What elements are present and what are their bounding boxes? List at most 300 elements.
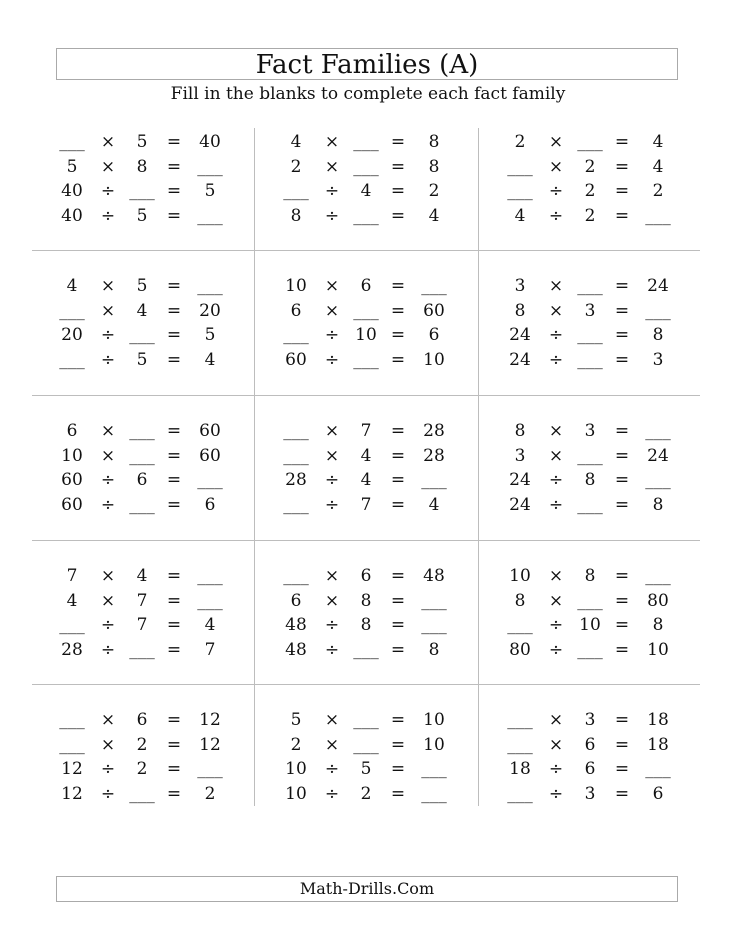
operand-a: 24 [509,494,531,515]
operator: × [548,421,564,441]
answer-blank[interactable]: ___ [59,300,85,321]
operand-a: 4 [66,590,78,611]
result: 12 [199,710,221,730]
equation-line [480,733,702,757]
operand-b: 10 [355,325,377,345]
operand-b: 8 [136,156,148,177]
operator: × [100,132,116,152]
equals-sign: = [390,445,406,466]
equals-sign: = [614,783,630,804]
equals-sign: = [614,421,630,441]
equation-line [480,155,702,179]
operand-b: 7 [136,615,148,635]
equation-line [32,274,254,298]
answer-blank[interactable]: ___ [129,421,155,441]
answer-blank[interactable]: ___ [421,759,447,779]
equation-line [480,589,702,613]
operand-b: 3 [584,710,596,730]
answer-blank[interactable]: ___ [507,156,533,177]
operator: × [100,445,116,466]
operand-b: 5 [136,276,148,296]
result: 28 [423,445,445,466]
answer-blank[interactable]: ___ [197,759,223,779]
equals-sign: = [166,783,182,804]
equation-line [32,733,254,757]
fact-family-grid [32,128,700,806]
operator: × [324,445,340,466]
operand-a: 60 [61,494,83,515]
operand-b: 4 [360,181,372,201]
result: 2 [204,783,216,804]
operand-a: 48 [285,639,307,660]
answer-blank[interactable]: ___ [283,494,309,515]
equation-line [32,638,254,662]
equation-line [256,638,478,662]
answer-blank[interactable]: ___ [197,470,223,490]
operand-b: 5 [136,349,148,370]
fact-family-problem [32,564,254,708]
equation-line [32,782,254,806]
equals-sign: = [614,300,630,321]
equation-line [32,323,254,347]
operator: × [548,710,564,730]
answer-blank[interactable]: ___ [129,181,155,201]
result: 4 [652,156,664,177]
answer-blank[interactable]: ___ [283,181,309,201]
equation-line [256,782,478,806]
answer-blank[interactable]: ___ [353,734,379,755]
equation-line [480,204,702,228]
operand-b: 8 [360,590,372,611]
answer-blank[interactable]: ___ [59,132,85,152]
fact-family-problem [256,708,478,852]
operator: ÷ [324,205,340,226]
equals-sign: = [166,494,182,515]
operand-b: 3 [584,300,596,321]
answer-blank[interactable]: ___ [197,566,223,586]
answer-blank[interactable]: ___ [353,710,379,730]
operand-b: 2 [136,734,148,755]
equals-sign: = [390,639,406,660]
operand-b: 6 [360,276,372,296]
equation-line [32,757,254,781]
operator: ÷ [100,349,116,370]
equation-line [32,204,254,228]
answer-blank[interactable]: ___ [577,639,603,660]
operand-a: 28 [61,639,83,660]
operand-a: 60 [61,470,83,490]
equals-sign: = [166,276,182,296]
operator: ÷ [548,639,564,660]
fact-family-problem [32,130,254,274]
equation-line [256,757,478,781]
equals-sign: = [614,615,630,635]
equation-line [480,708,702,732]
equation-line [256,444,478,468]
answer-blank[interactable]: ___ [507,181,533,201]
equation-line [256,468,478,492]
operand-a: 8 [514,300,526,321]
answer-blank[interactable]: ___ [59,710,85,730]
equals-sign: = [166,205,182,226]
result: 60 [423,300,445,321]
answer-blank[interactable]: ___ [507,615,533,635]
operand-a: 4 [290,132,302,152]
operator: × [100,276,116,296]
equation-line [32,468,254,492]
equals-sign: = [390,783,406,804]
operator: × [324,710,340,730]
answer-blank[interactable]: ___ [59,734,85,755]
answer-blank[interactable]: ___ [353,300,379,321]
result: 40 [199,132,221,152]
operator: × [548,734,564,755]
answer-blank[interactable]: ___ [577,590,603,611]
equals-sign: = [166,300,182,321]
answer-blank[interactable]: ___ [129,783,155,804]
equals-sign: = [614,734,630,755]
fact-family-problem [256,274,478,418]
operand-a: 5 [290,710,302,730]
fact-family-problem [480,130,702,274]
operand-a: 5 [66,156,78,177]
fact-family-problem [480,419,702,563]
equals-sign: = [390,710,406,730]
operand-a: 10 [285,783,307,804]
answer-blank[interactable]: ___ [421,590,447,611]
answer-blank[interactable]: ___ [645,470,671,490]
answer-blank[interactable]: ___ [353,156,379,177]
operator: × [100,156,116,177]
answer-blank[interactable]: ___ [421,470,447,490]
equation-line [480,444,702,468]
equals-sign: = [614,639,630,660]
result: 5 [204,181,216,201]
answer-blank[interactable]: ___ [283,566,309,586]
equals-sign: = [166,590,182,611]
fact-family-problem [256,564,478,708]
equation-line [480,468,702,492]
equation-line [480,638,702,662]
answer-blank[interactable]: ___ [577,349,603,370]
operator: × [100,590,116,611]
operand-a: 24 [509,349,531,370]
operator: × [100,710,116,730]
operator: ÷ [548,205,564,226]
operand-b: 4 [136,566,148,586]
equation-line [480,274,702,298]
answer-blank[interactable]: ___ [129,639,155,660]
answer-blank[interactable]: ___ [507,783,533,804]
operator: ÷ [100,759,116,779]
equation-line [256,589,478,613]
answer-blank[interactable]: ___ [283,421,309,441]
answer-blank[interactable]: ___ [421,615,447,635]
result: 20 [199,300,221,321]
operator: × [100,734,116,755]
equation-line [32,348,254,372]
equals-sign: = [614,445,630,466]
answer-blank[interactable]: ___ [197,156,223,177]
answer-blank[interactable]: ___ [421,276,447,296]
answer-blank[interactable]: ___ [197,276,223,296]
answer-blank[interactable]: ___ [577,445,603,466]
answer-blank[interactable]: ___ [197,590,223,611]
operand-b: 3 [584,421,596,441]
operator: × [100,566,116,586]
result: 8 [652,494,664,515]
operator: ÷ [100,615,116,635]
operator: ÷ [548,470,564,490]
operand-b: 2 [584,181,596,201]
equation-line [256,733,478,757]
answer-blank[interactable]: ___ [353,349,379,370]
footer-credit: Math-Drills.Com [56,876,678,902]
answer-blank[interactable]: ___ [577,325,603,345]
operand-a: 28 [285,470,307,490]
operator: ÷ [100,205,116,226]
operator: × [100,421,116,441]
equals-sign: = [390,615,406,635]
operand-a: 8 [290,205,302,226]
answer-blank[interactable]: ___ [421,783,447,804]
result: 10 [423,710,445,730]
answer-blank[interactable]: ___ [507,710,533,730]
equals-sign: = [166,734,182,755]
operator: ÷ [548,181,564,201]
operand-b: 8 [584,470,596,490]
result: 4 [428,205,440,226]
answer-blank[interactable]: ___ [645,421,671,441]
equation-line [32,130,254,154]
answer-blank[interactable]: ___ [283,325,309,345]
operand-a: 40 [61,181,83,201]
answer-blank[interactable]: ___ [577,494,603,515]
result: 24 [647,445,669,466]
equation-line [32,613,254,637]
operator: ÷ [100,783,116,804]
equation-line [256,155,478,179]
operator: ÷ [324,349,340,370]
operand-b: 8 [584,566,596,586]
equation-line [480,130,702,154]
operand-b: 6 [584,734,596,755]
operand-a: 24 [509,325,531,345]
answer-blank[interactable]: ___ [197,205,223,226]
equation-line [32,299,254,323]
answer-blank[interactable]: ___ [59,349,85,370]
operand-b: 5 [136,205,148,226]
operand-b: 4 [136,300,148,321]
equation-line [32,179,254,203]
operand-a: 10 [285,759,307,779]
equals-sign: = [390,156,406,177]
operand-b: 6 [584,759,596,779]
equation-line [256,564,478,588]
answer-blank[interactable]: ___ [59,615,85,635]
equals-sign: = [614,325,630,345]
equals-sign: = [614,710,630,730]
equals-sign: = [390,276,406,296]
operand-a: 7 [66,566,78,586]
result: 10 [423,734,445,755]
equals-sign: = [614,566,630,586]
equation-line [256,323,478,347]
operand-b: 8 [360,615,372,635]
equals-sign: = [390,132,406,152]
result: 3 [652,349,664,370]
result: 60 [199,445,221,466]
operator: ÷ [548,615,564,635]
equation-line [32,564,254,588]
equals-sign: = [390,181,406,201]
equation-line [256,419,478,443]
result: 6 [652,783,664,804]
operand-b: 4 [360,470,372,490]
result: 18 [647,710,669,730]
result: 48 [423,566,445,586]
operator: ÷ [324,470,340,490]
result: 6 [204,494,216,515]
result: 2 [652,181,664,201]
operator: × [324,566,340,586]
equation-line [32,155,254,179]
equation-line [256,493,478,517]
equals-sign: = [166,615,182,635]
operand-a: 4 [66,276,78,296]
operand-a: 60 [285,349,307,370]
fact-family-problem [480,564,702,708]
operator: × [324,132,340,152]
answer-blank[interactable]: ___ [353,132,379,152]
answer-blank[interactable]: ___ [129,325,155,345]
equals-sign: = [390,205,406,226]
operand-a: 48 [285,615,307,635]
equals-sign: = [390,325,406,345]
operator: × [548,300,564,321]
answer-blank[interactable]: ___ [577,132,603,152]
equals-sign: = [390,734,406,755]
equals-sign: = [390,494,406,515]
operand-a: 3 [514,276,526,296]
answer-blank[interactable]: ___ [645,300,671,321]
operator: × [548,445,564,466]
column-divider [478,128,479,806]
equation-line [32,444,254,468]
equation-line [32,419,254,443]
result: 12 [199,734,221,755]
answer-blank[interactable]: ___ [507,734,533,755]
result: 6 [428,325,440,345]
equals-sign: = [390,590,406,611]
equals-sign: = [390,470,406,490]
result: 7 [204,639,216,660]
operator: ÷ [548,759,564,779]
equals-sign: = [614,156,630,177]
operand-a: 10 [285,276,307,296]
answer-blank[interactable]: ___ [577,276,603,296]
result: 5 [204,325,216,345]
equation-line [480,493,702,517]
equation-line [32,708,254,732]
answer-blank[interactable]: ___ [283,445,309,466]
equation-line [256,204,478,228]
equation-line [256,179,478,203]
answer-blank[interactable]: ___ [353,639,379,660]
equals-sign: = [166,710,182,730]
operator: ÷ [100,470,116,490]
operator: ÷ [548,494,564,515]
operand-a: 80 [509,639,531,660]
equation-line [480,323,702,347]
answer-blank[interactable]: ___ [129,494,155,515]
operand-b: 6 [360,566,372,586]
result: 4 [204,615,216,635]
result: 8 [428,132,440,152]
equation-line [256,613,478,637]
result: 10 [423,349,445,370]
result: 24 [647,276,669,296]
result: 4 [204,349,216,370]
operand-b: 2 [136,759,148,779]
result: 8 [652,325,664,345]
column-divider [254,128,255,806]
worksheet-instructions: Fill in the blanks to complete each fact family [170,84,566,104]
operator: × [548,276,564,296]
equals-sign: = [614,590,630,611]
operand-b: 5 [136,132,148,152]
answer-blank[interactable]: ___ [645,566,671,586]
answer-blank[interactable]: ___ [645,205,671,226]
worksheet-title: Fact Families (A) [56,48,678,80]
equals-sign: = [166,132,182,152]
operand-a: 2 [514,132,526,152]
equals-sign: = [166,421,182,441]
operator: ÷ [324,615,340,635]
equals-sign: = [166,566,182,586]
operand-b: 10 [579,615,601,635]
answer-blank[interactable]: ___ [353,205,379,226]
operand-a: 6 [290,300,302,321]
operand-b: 2 [584,156,596,177]
fact-family-problem [32,274,254,418]
operand-b: 7 [136,590,148,611]
equation-line [480,782,702,806]
operand-a: 2 [290,156,302,177]
operand-a: 4 [514,205,526,226]
equals-sign: = [614,349,630,370]
operand-a: 2 [290,734,302,755]
operand-a: 3 [514,445,526,466]
operand-b: 6 [136,710,148,730]
result: 4 [652,132,664,152]
equals-sign: = [614,759,630,779]
answer-blank[interactable]: ___ [129,445,155,466]
equation-line [256,348,478,372]
operand-b: 4 [360,445,372,466]
equation-line [480,419,702,443]
equals-sign: = [614,494,630,515]
equation-line [32,589,254,613]
equation-line [480,179,702,203]
answer-blank[interactable]: ___ [645,759,671,779]
operator: × [548,566,564,586]
result: 8 [428,156,440,177]
operand-b: 6 [136,470,148,490]
operand-b: 3 [584,783,596,804]
equals-sign: = [166,156,182,177]
equation-line [480,564,702,588]
